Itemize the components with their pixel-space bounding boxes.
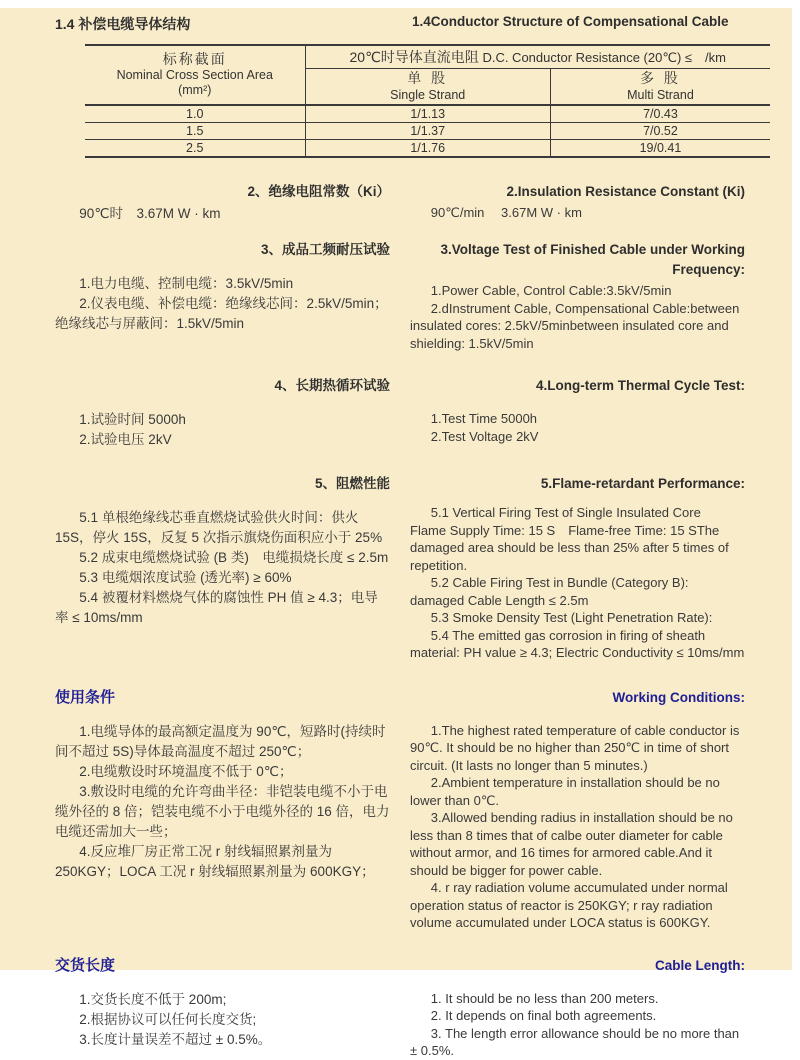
table-group-header-row <box>85 45 770 69</box>
delivery-heading-en: Cable Length: <box>655 957 745 973</box>
section3-item-en: 1.Power Cable, Control Cable:3.5kV/5min <box>430 283 672 298</box>
cell-multi-strand: 7/0.52 <box>550 123 770 140</box>
section5-item-zh: 5.4 被覆材料燃烧气体的腐蚀性 PH 值 ≥ 4.3；电导率 ≤ 10ms/mm <box>55 590 378 625</box>
section-working-conditions <box>55 688 745 932</box>
delivery-item-zh: 1.交货长度不低于 200m; <box>79 991 227 1007</box>
section4-item-zh: 2.试验电压 2kV <box>79 432 172 447</box>
working-item-en: 2.Ambient temperature in installation should be no lower than 0℃. <box>410 775 720 808</box>
resistance-label-zh: 20℃时导体直流电阻 <box>349 49 479 65</box>
section2-body-en: 90℃/min 3.67M W · km <box>430 205 582 220</box>
header-cell-resistance <box>305 45 770 69</box>
multi-strand-label-zh: 多 股 <box>640 70 681 86</box>
section4-zh-column <box>55 376 390 450</box>
section3-item-zh: 1.电力电缆、控制电缆：3.5kV/5min <box>79 276 294 291</box>
delivery-item-en: 3. The length error allowance should be no more than ± 0.5%. <box>410 1025 740 1058</box>
section2-heading-zh: 2、绝缘电阻常数（Ki） <box>247 184 390 199</box>
section4-heading-en: 4.Long-term Thermal Cycle Test: <box>535 378 745 393</box>
header-cell-cross-section <box>85 45 305 105</box>
section4-en-column <box>410 376 745 450</box>
section2-heading-en: 2.Insulation Resistance Constant (Ki) <box>506 184 745 199</box>
section5-item-zh: 5.3 电缆烟浓度试验 (透光率) ≥ 60% <box>79 570 292 585</box>
delivery-item-zh: 3.长度计量误差不超过 ± 0.5%。 <box>79 1031 272 1047</box>
header-cell-multi-strand <box>550 69 770 106</box>
section4-heading-zh: 4、长期热循环试验 <box>274 378 390 393</box>
working-item-en: 3.Allowed bending radius in installation should be no less than 8 times that of calbe outer diameter for cable without armor, and 16 times for armored cable.And it should be bigger for power cable. <box>410 810 733 878</box>
cell-single-strand: 1/1.13 <box>305 105 550 123</box>
resistance-label-en: D.C. Conductor Resistance (20℃) ≤ /km <box>482 50 726 65</box>
section5-item-en: 5.1 Vertical Firing Test of Single Insulated Core Flame Supply Time: 15 S Flame-free Time: 15 SThe damaged area should be less than 25% after 5 times of repetition. <box>410 505 729 573</box>
section-voltage-test <box>55 240 745 352</box>
section4-item-zh: 1.试验时间 5000h <box>79 412 186 427</box>
conductor-structure-table <box>85 44 770 158</box>
delivery-heading-zh: 交货长度 <box>55 956 116 974</box>
cell-cross-section: 1.0 <box>85 105 305 123</box>
delivery-item-zh: 2.根据协议可以任何长度交货; <box>79 1011 257 1027</box>
delivery-en-column <box>410 956 745 1060</box>
single-strand-label-en: Single Strand <box>390 88 466 102</box>
table-row <box>85 105 770 123</box>
section4-item-en: 1.Test Time 5000h <box>430 411 538 426</box>
working-zh-column <box>55 688 390 932</box>
section5-heading-zh: 5、阻燃性能 <box>314 476 390 491</box>
page-title-row <box>55 14 745 34</box>
section5-en-column <box>410 474 745 662</box>
section5-heading-en: 5.Flame-retardant Performance: <box>540 476 745 491</box>
section-insulation-resistance <box>55 182 745 224</box>
section5-zh-column <box>55 474 390 662</box>
working-heading-en: Working Conditions: <box>612 689 745 705</box>
section5-item-en: 5.3 Smoke Density Test (Light Penetration Rate): <box>430 610 713 625</box>
section3-en-column <box>410 240 745 352</box>
page-title-zh: 1.4 补偿电缆导体结构 <box>55 16 191 32</box>
page-title-en: 1.4Conductor Structure of Compensational Cable <box>412 14 729 29</box>
section3-item-zh: 2.仪表电缆、补偿电缆：绝缘线芯间：2.5kV/5min；绝缘线芯与屏蔽间：1.5kV/5min <box>55 296 388 331</box>
cross-section-unit: (mm²) <box>178 83 212 97</box>
working-item-zh: 3.敷设时电缆的允许弯曲半径：非铠装电缆不小于电缆外径的 8 倍；铠装电缆不小于电缆外径的 16 倍，电力电缆还需加大一些； <box>55 783 390 839</box>
cross-section-label-zh: 标称截面 <box>162 51 227 67</box>
working-item-en: 1.The highest rated temperature of cable conductor is 90℃. It should be no higher than 250℃ in time of short circuit. (It lasts no longer than 5 minutes.) <box>410 722 740 773</box>
working-item-zh: 2.电缆敷设时环境温度不低于 0℃； <box>79 763 293 779</box>
cell-single-strand: 1/1.76 <box>305 140 550 158</box>
section-flame-retardant <box>55 474 745 662</box>
section3-heading-en: 3.Voltage Test of Finished Cable under Working Frequency: <box>440 242 745 277</box>
cell-cross-section: 1.5 <box>85 123 305 140</box>
section3-zh-column <box>55 240 390 352</box>
working-item-en: 4. r ray radiation volume accumulated under normal operation status of reactor is 250KGY; r ray radiation volume accumulated under LOCA status is 600KGY. <box>410 880 728 930</box>
working-item-zh: 4.反应堆厂房正常工况 r 射线辐照累剂量为 250KGY；LOCA 工况 r 射线辐照累剂量为 600KGY； <box>55 843 375 879</box>
multi-strand-label-en: Multi Strand <box>627 88 694 102</box>
working-item-zh: 1.电缆导体的最高额定温度为 90℃，短路时(持续时间不超过 5S)导体最高温度不超过 250℃； <box>55 723 386 759</box>
cell-cross-section: 2.5 <box>85 140 305 158</box>
document-page <box>0 8 792 1058</box>
section3-heading-zh: 3、成品工频耐压试验 <box>260 242 390 257</box>
section4-item-en: 2.Test Voltage 2kV <box>430 428 539 444</box>
section5-item-en: 5.2 Cable Firing Test in Bundle (Category B): damaged Cable Length ≤ 2.5m <box>410 575 689 608</box>
section2-zh-column <box>55 182 390 224</box>
delivery-zh-column <box>55 956 390 1060</box>
section5-item-zh: 5.2 成束电缆燃烧试验 (B 类) 电缆损烧长度 ≤ 2.5m <box>79 550 389 565</box>
section5-item-zh: 5.1 单根绝缘线芯垂直燃烧试验供火时间：供火 15S，停火 15S，反复 5 次指示旗烧伤面积应小于 25% <box>55 510 383 545</box>
delivery-item-en: 1. It should be no less than 200 meters. <box>430 990 659 1006</box>
working-en-column <box>410 688 745 932</box>
section5-item-en: 5.4 The emitted gas corrosion in firing of sheath material: PH value ≥ 4.3; Electric Conductivity ≤ 10ms/mm <box>410 627 745 660</box>
section2-en-column <box>410 182 745 224</box>
table-row <box>85 123 770 140</box>
cross-section-label-en: Nominal Cross Section Area <box>116 68 273 82</box>
working-heading-zh: 使用条件 <box>55 688 116 706</box>
section-thermal-cycle-test <box>55 376 745 450</box>
cell-multi-strand: 19/0.41 <box>550 140 770 158</box>
delivery-item-en: 2. It depends on final both agreements. <box>430 1008 657 1023</box>
cell-single-strand: 1/1.37 <box>305 123 550 140</box>
section3-item-en: 2.dInstrument Cable, Compensational Cable:between insulated cores: 2.5kV/5minbetween insulated core and shielding: 1.5kV/5min <box>410 300 740 351</box>
section2-body-zh: 90℃时 3.67M W · km <box>79 206 221 221</box>
section-cable-length <box>55 956 745 1060</box>
single-strand-label-zh: 单 股 <box>407 70 449 86</box>
table-row <box>85 140 770 158</box>
cell-multi-strand: 7/0.43 <box>550 105 770 123</box>
header-cell-single-strand <box>305 69 550 106</box>
